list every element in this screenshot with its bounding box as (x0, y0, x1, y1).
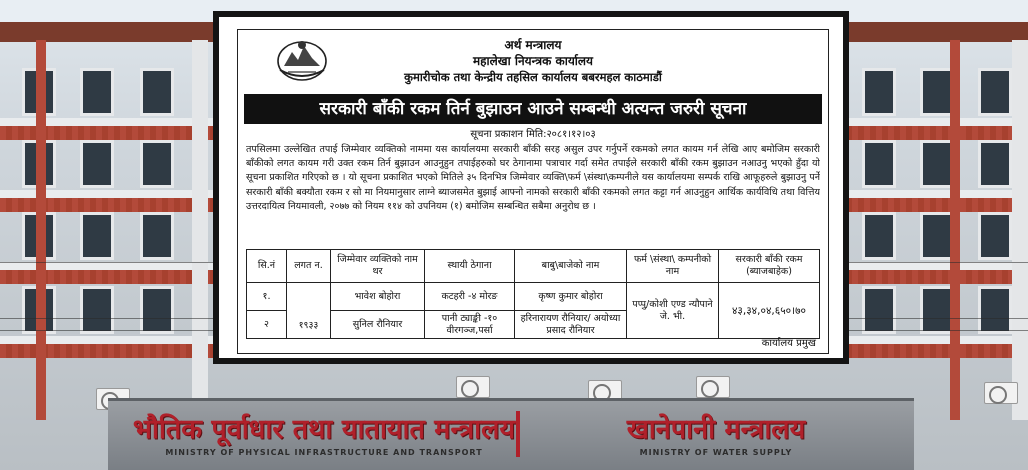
notice-body: तपसिलमा उल्लेखित तपाई जिम्मेवार व्यक्तिको नाममा यस कार्यालयमा सरकारी बाँकी सरह असुल उपर गर्नुपर्ने रकमको लगत कायम गर्न लेखि आए बमोजिम सरकारी बाँकीको लगत कायम गरी उक्त रकम तिर्न बुझाउन आउनुहुन तपाईहरुको घर ठेगानामा पत्राचार गर्दा समेत तपाईले सरकारी बाँकी रकम बुझाउन नआउनु भएको हुँदा यो सूचना प्रकाशित गरिएको छ । यो सूचना प्रकाशित भएको मितिले ३५ दिनभित्र जिम्मेवार व्यक्ति\फर्म \संस्था\कम्पनीले यस कार्यालयमा सम्पर्क राखि आफूहरुले बुझाउनु पर्ने सरकारी बाँकी बक्यौता रकम र सो मा नियमानुसार लाग्ने ब्याजसमेत बुझाई आफ्नो नामको सरकारी बाँकी रकमको लगत कट्टा गर्न आउनुहुन आर्थिक कार्यविधि तथा वित्तिय उत्तरदायित्व नियमावली, २०७७ को नियम ११४ को उपनियम (१) बमोजिम सम्बन्धित सबैमा अनुरोध छ । (246, 144, 820, 212)
cell-amount: ४३,३४,०४,६५०।७० (719, 283, 820, 339)
cell-person: सुनिल रौनियार (331, 311, 425, 339)
nepal-government-emblem-icon (274, 36, 330, 82)
publish-date: सूचना प्रकाशन मिति:२०८१।१२।०३ (470, 129, 596, 140)
air-conditioner-unit (984, 382, 1018, 404)
office-name: महालेखा नियन्त्रक कार्यालय (472, 54, 594, 68)
notice-header (246, 30, 820, 94)
signboard-right (526, 409, 906, 457)
cell-serial: २ (247, 311, 287, 339)
cell-firm: पप्पु/कोशी एण्ड न्यौपाने जे. भी. (627, 283, 719, 339)
signboard-divider (516, 411, 520, 457)
cell-father: कृष्ण कुमार बोहोरा (515, 283, 627, 311)
roof-right (848, 22, 1028, 42)
col-amount: सरकारी बाँकी रकम (ब्याजबाहेक) (719, 250, 820, 283)
signboard-left-text: भौतिक पूर्वाधार तथा यातायात मन्त्रालय (132, 414, 516, 445)
office-chief-signature: कार्यालय प्रमुख (761, 338, 816, 349)
cell-father: हरिनारायण रौनियार/ अयोध्या प्रसाद रौनियार (515, 311, 627, 339)
notice-frame (237, 29, 829, 354)
col-serial: सि.नं (247, 250, 287, 283)
cell-person: भावेश बोहोरा (331, 283, 425, 311)
table-row (247, 283, 820, 311)
signboard-right-english: MINISTRY OF WATER SUPPLY (639, 448, 793, 457)
dues-table (246, 249, 820, 339)
ministry-name: अर्थ मन्त्रालय (504, 38, 562, 52)
signboard-left (124, 409, 524, 457)
public-notice (213, 11, 849, 364)
cell-record: १९३३ (287, 283, 331, 339)
cell-address: कटहरी -४ मोरङ (425, 283, 515, 311)
ministry-signboard (108, 398, 914, 470)
cell-serial: १. (247, 283, 287, 311)
air-conditioner-unit (696, 376, 730, 398)
table-header-row (247, 250, 820, 283)
signboard-left-english: MINISTRY OF PHYSICAL INFRASTRUCTURE AND TRANSPORT (165, 448, 483, 457)
cell-address: पानी ट्याङ्की -१० वीरगञ्ज,पर्सा (425, 311, 515, 339)
sub-office-name: कुमारीचोक तथा केन्द्रीय तहसिल कार्यालय बबरमहल काठमाडौं (404, 70, 662, 84)
col-person: जिम्मेवार व्यक्तिको नाम थर (331, 250, 425, 283)
roof-left (0, 22, 215, 42)
notice-paper (219, 17, 843, 358)
signboard-right-text: खानेपानी मन्त्रालय (626, 414, 806, 445)
col-address: स्थायी ठेगाना (425, 250, 515, 283)
col-father: बाबु\बाजेको नाम (515, 250, 627, 283)
col-record: लगत न. (287, 250, 331, 283)
air-conditioner-unit (456, 376, 490, 398)
notice-title: सरकारी बाँकी रकम तिर्न बुझाउन आउने सम्बन्धी अत्यन्त जरुरी सूचना (244, 94, 822, 124)
col-firm: फर्म \संस्था\ कम्पनीको नाम (627, 250, 719, 283)
